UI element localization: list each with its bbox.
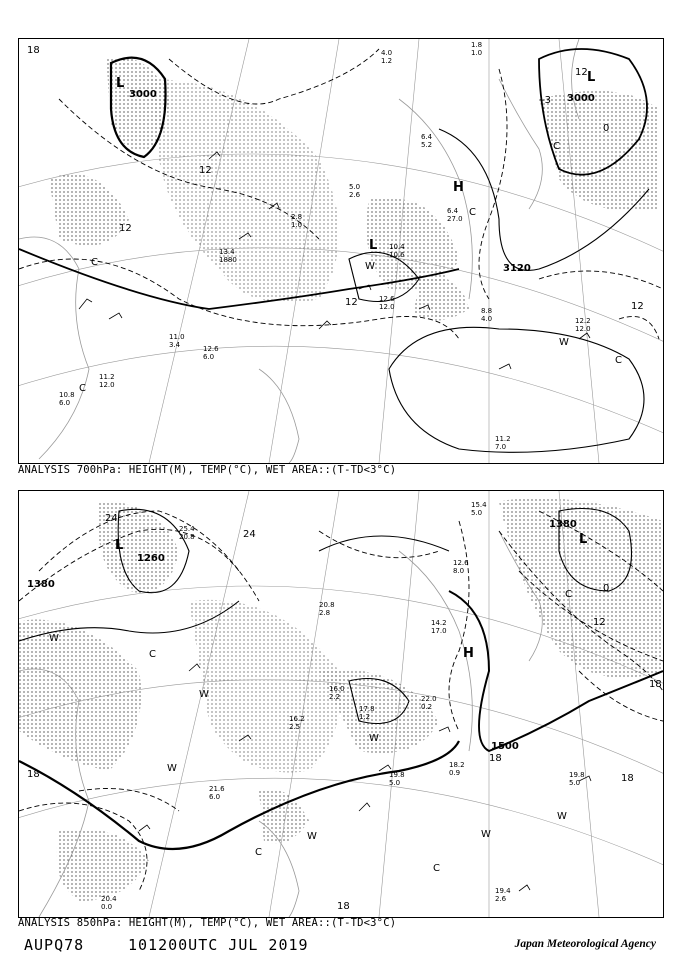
station-plot [471, 41, 482, 57]
station-plot [291, 213, 302, 229]
chart-850hpa [18, 490, 664, 918]
station-value: 5.2 [421, 141, 433, 149]
station-value: 27.0 [447, 215, 463, 223]
low-center: L [369, 238, 378, 253]
station-plot [421, 695, 437, 711]
valid-time: 101200UTC JUL 2019 [128, 936, 309, 954]
height-label: 1500 [491, 741, 519, 752]
station-plot [209, 785, 225, 801]
product-code: AUPQ78 [24, 936, 85, 954]
station-value: 16.0 [329, 685, 345, 693]
station-value: 12.6 [203, 345, 219, 353]
station-value: 1.0 [291, 221, 303, 229]
station-plot [431, 619, 447, 635]
station-value: 1880 [219, 256, 237, 264]
temp-label: 18 [489, 753, 502, 764]
height-label: 1380 [27, 579, 55, 590]
station-value: 11.2 [495, 435, 511, 443]
height-label: 3000 [129, 89, 157, 100]
station-value: 11.0 [169, 333, 185, 341]
temp-label: 12 [345, 297, 358, 308]
station-value: 6.4 [447, 207, 459, 215]
station-value: 3.4 [169, 341, 181, 349]
warm-center: W [307, 831, 317, 842]
high-center: H [463, 646, 474, 661]
warm-center: W [365, 261, 375, 272]
caption-850hpa: ANALYSIS 850hPa: HEIGHT(M), TEMP(°C), WET AREA::(T-TD<3°C) [18, 917, 397, 929]
low-center: L [115, 538, 124, 553]
station-value: 4.0 [481, 315, 493, 323]
station-value: 5.0 [349, 183, 361, 191]
station-plot [495, 887, 511, 903]
station-value: 0.2 [421, 703, 433, 711]
station-value: 17.0 [431, 627, 447, 635]
station-value: 16.2 [289, 715, 305, 723]
temp-label: 12 [593, 617, 606, 628]
station-value: 6.0 [203, 353, 215, 361]
station-value: 10.4 [389, 243, 405, 251]
station-plot [381, 49, 392, 65]
station-value: 20.8 [319, 601, 335, 609]
station-plot [389, 243, 405, 259]
station-value: 18.2 [449, 761, 465, 769]
cold-center: C [255, 847, 262, 858]
temp-label: 18 [27, 45, 40, 56]
high-center: H [453, 180, 464, 195]
station-value: 12.0 [99, 381, 115, 389]
station-value: 2.8 [319, 609, 331, 617]
station-plot [179, 525, 195, 541]
station-plot [203, 345, 219, 361]
station-value: 2.8 [291, 213, 303, 221]
station-value: 8.8 [481, 307, 493, 315]
warm-center: W [167, 763, 177, 774]
agency-name: Japan Meteorological Agency [514, 938, 656, 950]
cold-center: C [91, 257, 98, 268]
temp-label: 12 [631, 301, 644, 312]
station-value: 6.0 [209, 793, 221, 801]
station-value: 13.4 [219, 248, 235, 256]
warm-center: W [199, 689, 209, 700]
map-850hpa [19, 491, 663, 917]
station-plot [59, 391, 75, 407]
station-plot [349, 183, 361, 199]
station-plot [575, 317, 591, 333]
station-value: 12.0 [575, 325, 591, 333]
station-plot [449, 761, 465, 777]
station-plot [495, 435, 511, 451]
station-value: 19.4 [495, 887, 511, 895]
station-plot [101, 895, 117, 911]
temp-label: 12 [575, 67, 588, 78]
chart-700hpa [18, 38, 664, 464]
station-value: 5.0 [471, 509, 483, 517]
warm-center: W [481, 829, 491, 840]
warm-center: W [557, 811, 567, 822]
temp-label: 12 [199, 165, 212, 176]
station-value: 10.6 [389, 251, 405, 259]
station-value: 11.2 [99, 373, 115, 381]
station-value: 25.4 [179, 525, 195, 533]
map-700hpa [19, 39, 663, 463]
station-plot [453, 559, 469, 575]
station-plot [389, 771, 405, 787]
low-center: L [579, 532, 588, 547]
station-value: 10.8 [59, 391, 75, 399]
station-value: 12.6 [453, 559, 469, 567]
warm-center: W [559, 337, 569, 348]
station-plot [219, 248, 237, 264]
temp-label: 18 [337, 901, 350, 912]
station-value: 4.0 [381, 49, 393, 57]
station-value: 19.8 [389, 771, 405, 779]
station-value: 2.6 [349, 191, 361, 199]
station-value: 0.9 [449, 769, 461, 777]
station-plot [447, 207, 463, 223]
warm-center: W [369, 733, 379, 744]
station-plot [421, 133, 433, 149]
temp-label: 0 [603, 583, 610, 594]
station-value: 1.0 [471, 49, 483, 57]
cold-center: C [565, 589, 572, 600]
station-plot [471, 501, 487, 517]
caption-700hpa: ANALYSIS 700hPa: HEIGHT(M), TEMP(°C), WET AREA::(T-TD<3°C) [18, 464, 397, 476]
station-value: 17.8 [359, 705, 375, 713]
cold-center: C [469, 207, 476, 218]
station-value: 6.0 [59, 399, 71, 407]
temp-label: 18 [621, 773, 634, 784]
station-plot [481, 307, 492, 323]
station-value: 2.2 [329, 693, 341, 701]
temp-label: 12 [119, 223, 132, 234]
station-value: 21.6 [209, 785, 225, 793]
cold-center: C [553, 141, 560, 152]
temp-label: 0 [603, 123, 610, 134]
temp-label: 18 [649, 679, 662, 690]
station-value: 12.0 [379, 303, 395, 311]
cold-center: C [433, 863, 440, 874]
station-plot [319, 601, 335, 617]
chart-footer [24, 934, 660, 956]
station-plot [169, 333, 185, 349]
station-plot [99, 373, 115, 389]
station-value: 2.6 [495, 895, 507, 903]
temp-label: -3 [541, 95, 551, 106]
station-value: 5.0 [389, 779, 401, 787]
height-label: 1260 [137, 553, 165, 564]
station-value: 22.0 [421, 695, 437, 703]
station-value: 1.2 [359, 713, 371, 721]
station-value: 7.0 [495, 443, 507, 451]
low-center: L [587, 70, 596, 85]
station-value: 2.5 [289, 723, 301, 731]
station-value: 14.2 [431, 619, 447, 627]
temp-label: 18 [27, 769, 40, 780]
cold-center: C [615, 355, 622, 366]
station-value: 0.0 [101, 903, 113, 911]
station-value: 8.0 [453, 567, 465, 575]
height-label: 3000 [567, 93, 595, 104]
station-value: 12.6 [379, 295, 395, 303]
station-value: 5.0 [569, 779, 581, 787]
station-value: 20.8 [179, 533, 195, 541]
station-value: 15.4 [471, 501, 487, 509]
cold-center: C [149, 649, 156, 660]
station-plot [379, 295, 395, 311]
cold-center: C [79, 383, 86, 394]
height-label: 3120 [503, 263, 531, 274]
height-label: 1380 [549, 519, 577, 530]
station-value: 12.2 [575, 317, 591, 325]
station-value: 20.4 [101, 895, 117, 903]
warm-center: W [49, 633, 59, 644]
station-value: 1.8 [471, 41, 483, 49]
station-value: 19.8 [569, 771, 585, 779]
wet-areas-bottom [19, 499, 663, 902]
temp-label: 24 [243, 529, 256, 540]
temp-label: 24 [105, 513, 118, 524]
low-center: L [116, 76, 125, 91]
station-value: 6.4 [421, 133, 433, 141]
station-value: 1.2 [381, 57, 393, 65]
